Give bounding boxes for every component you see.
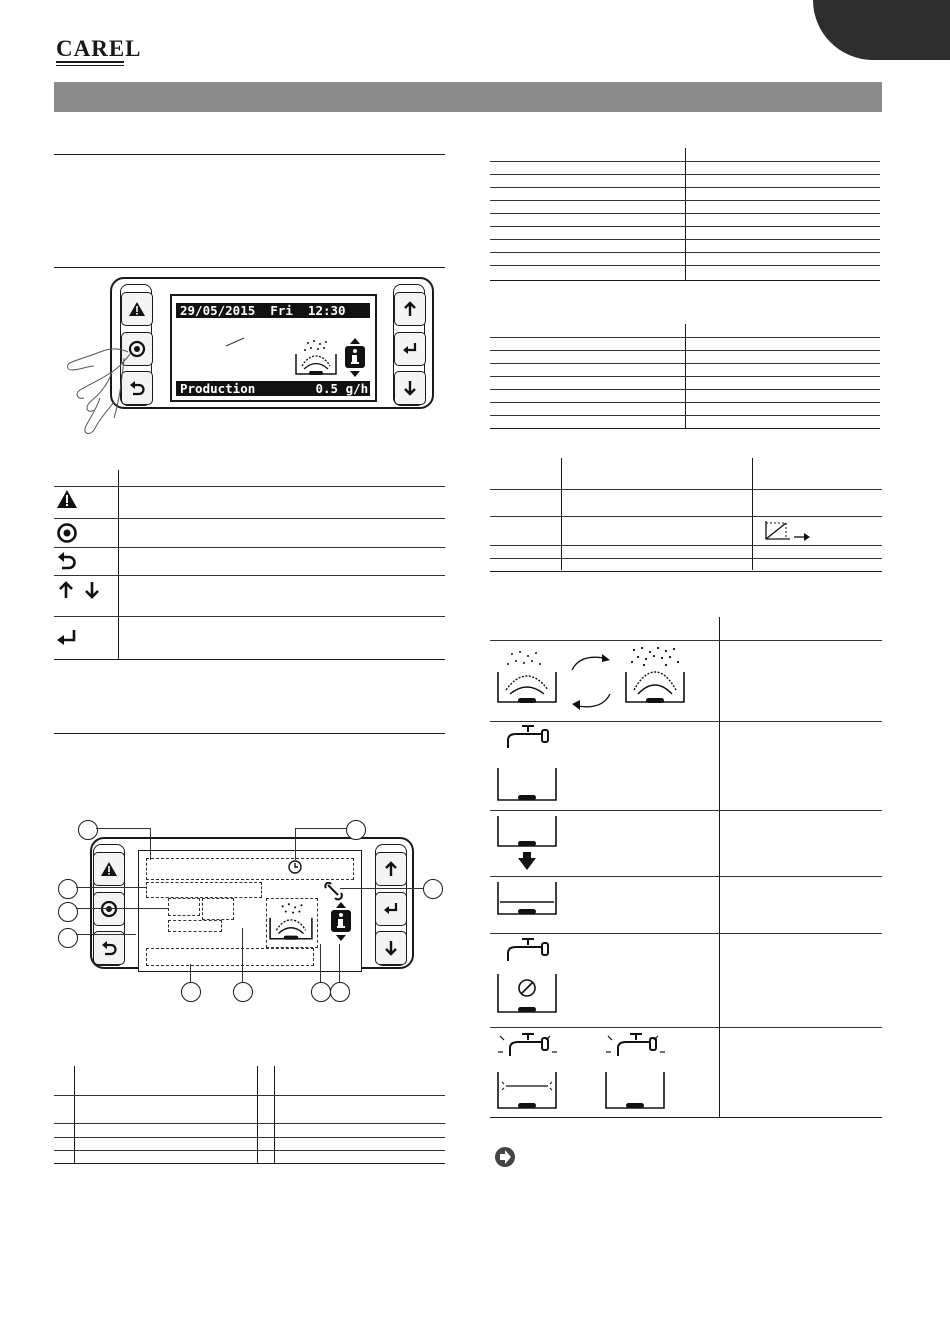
leader-line [76, 887, 146, 888]
area-secondary [168, 920, 222, 932]
table-rule [490, 280, 880, 281]
clock-icon [287, 859, 303, 875]
down-arrow-icon [403, 380, 417, 396]
table-rule [54, 486, 445, 487]
table-divider [719, 617, 720, 1117]
alarm-icon [56, 489, 78, 509]
enter-icon [56, 628, 78, 648]
callout-6 [58, 928, 78, 948]
table-divider [685, 148, 686, 280]
table-rule [490, 402, 880, 403]
leader-line [295, 828, 347, 829]
up-arrow-icon [403, 301, 417, 317]
prg-icon [100, 900, 118, 918]
fill-valve-alarm-icon [604, 1032, 666, 1112]
table-rule [490, 350, 880, 351]
table-divider [118, 470, 119, 660]
table-rule [490, 174, 880, 175]
table-rule [490, 571, 882, 572]
up-down-arrows-icon [58, 580, 102, 600]
table-rule [490, 1027, 882, 1028]
table-rule [490, 876, 882, 877]
logo-underline-dashed [56, 65, 124, 66]
leader-line [295, 828, 296, 860]
section-rule [54, 267, 445, 268]
empty-cylinder-icon [496, 766, 558, 804]
leader-line [339, 944, 340, 982]
enter-key[interactable] [375, 892, 407, 926]
section-rule [54, 733, 445, 734]
alarm-key[interactable] [93, 852, 125, 886]
leader-line [242, 928, 243, 982]
callout-4 [423, 879, 443, 899]
info-scroll-icon [342, 338, 368, 378]
pressing-hand-illustration [60, 318, 140, 438]
callout-7 [181, 982, 201, 1002]
prg-key[interactable] [93, 892, 125, 926]
table-rule [490, 200, 880, 201]
steam-production-high-icon [624, 646, 686, 708]
table-rule [490, 640, 882, 641]
down-key[interactable] [394, 371, 426, 405]
leader-line [190, 964, 191, 982]
up-arrow-icon [384, 861, 398, 877]
cycle-arrows-icon [566, 648, 616, 716]
corner-tab [813, 0, 950, 60]
table-divider [561, 458, 562, 570]
steam-production-icon [496, 650, 558, 708]
table-rule [54, 1163, 445, 1164]
callout-8 [233, 982, 253, 1002]
table-rule [490, 428, 880, 429]
screen-glare [224, 336, 246, 348]
down-key[interactable] [375, 931, 407, 965]
table-rule [54, 547, 445, 548]
area-unit [202, 898, 234, 920]
table-rule [490, 933, 882, 934]
area-value [168, 898, 200, 916]
table-rule [490, 810, 882, 811]
section-header-band [54, 82, 882, 112]
esc-icon [101, 939, 117, 957]
table-rule [490, 363, 880, 364]
leader-line [96, 828, 150, 829]
enter-icon [402, 342, 418, 356]
esc-icon [57, 550, 77, 572]
drain-cylinder-icon [496, 814, 558, 872]
table-rule [490, 558, 882, 559]
table-rule [490, 545, 882, 546]
steam-production-icon [294, 338, 338, 378]
enter-key[interactable] [394, 332, 426, 366]
section-rule [54, 154, 445, 155]
steam-production-icon [268, 900, 314, 944]
prg-icon [56, 522, 78, 544]
table-rule [490, 1117, 882, 1118]
table-rule [54, 1123, 445, 1124]
table-rule [490, 376, 880, 377]
inhibited-icon [496, 972, 558, 1016]
up-key[interactable] [375, 852, 407, 886]
table-rule [490, 389, 880, 390]
area-bottom-line [146, 948, 314, 966]
note-arrow-icon [494, 1146, 516, 1168]
table-rule [54, 1095, 445, 1096]
table-rule [490, 265, 880, 266]
callout-10 [330, 982, 350, 1002]
table-rule [490, 337, 880, 338]
callout-2 [346, 820, 366, 840]
table-rule [490, 161, 880, 162]
alarm-icon [128, 301, 146, 317]
esc-key[interactable] [93, 931, 125, 965]
logo-underline [56, 61, 124, 63]
table-rule [54, 1137, 445, 1138]
table-rule [490, 252, 880, 253]
table-rule [54, 659, 445, 660]
table-rule [54, 575, 445, 576]
wrench-icon [324, 882, 344, 902]
leader-line [340, 888, 424, 889]
table-rule [490, 226, 880, 227]
table-rule [490, 489, 882, 490]
fill-valve-icon [502, 937, 552, 965]
ramp-graph-icon [764, 519, 812, 543]
table-rule [490, 239, 880, 240]
table-rule [490, 516, 882, 517]
lcd-production: Production 0.5 g/h [176, 381, 370, 396]
table-rule [490, 213, 880, 214]
enter-icon [383, 902, 399, 916]
table-rule [490, 415, 880, 416]
callout-5 [58, 902, 78, 922]
table-rule [490, 721, 882, 722]
fill-valve-alarm-icon [496, 1032, 558, 1112]
callout-3 [58, 879, 78, 899]
alarm-icon [100, 861, 118, 877]
table-divider [752, 458, 753, 570]
leader-line [150, 828, 151, 860]
callout-1 [78, 820, 98, 840]
leader-line [76, 934, 136, 935]
area-main-reading [146, 882, 262, 898]
carel-logo: CAREL [56, 36, 142, 61]
area-date-time [146, 858, 354, 880]
info-scroll-icon [328, 900, 354, 944]
table-rule [54, 518, 445, 519]
table-rule [54, 1150, 445, 1151]
up-key[interactable] [394, 292, 426, 326]
leader-line [320, 944, 321, 982]
water-level-icon [496, 880, 558, 920]
fill-valve-icon [502, 724, 552, 752]
leader-line [76, 908, 168, 909]
table-rule [490, 187, 880, 188]
down-arrow-icon [384, 940, 398, 956]
callout-9 [311, 982, 331, 1002]
table-rule [54, 616, 445, 617]
lcd-date-time: 29/05/2015 Fri 12:30 [176, 303, 370, 318]
